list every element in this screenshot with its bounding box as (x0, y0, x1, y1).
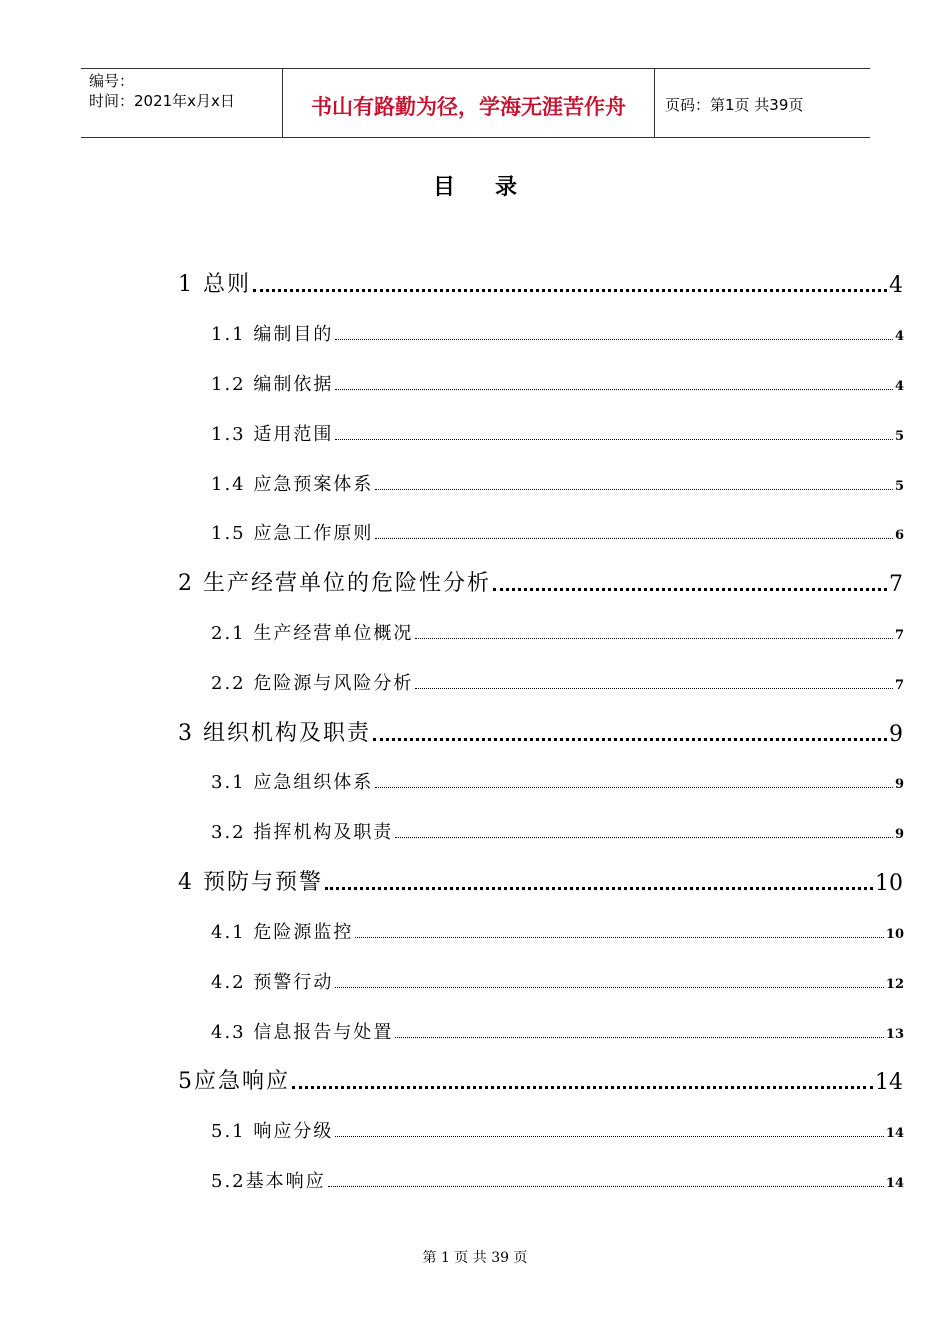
toc-entry-page: 5 (894, 429, 904, 444)
toc-leader-dots (335, 987, 884, 988)
toc-entry-page: 7 (889, 572, 903, 597)
toc-leader-dots (328, 1186, 884, 1187)
toc-entry[interactable] (211, 519, 904, 545)
toc-entry-page: 5 (894, 479, 904, 494)
toc-entry-label: 1.1 编制目的 (211, 324, 334, 345)
toc-leader-dots (375, 538, 893, 539)
toc-entry-label: 2.1 生产经营单位概况 (211, 623, 414, 644)
header-mid-cell (283, 69, 655, 137)
toc-entry[interactable] (211, 818, 904, 844)
header-right-cell (655, 69, 870, 137)
toc-entry-label: 3.1 应急组织体系 (211, 772, 374, 793)
toc-entry[interactable] (178, 268, 903, 298)
toc-entry-label: 5应急响应 (178, 1069, 290, 1094)
toc-entry-page: 14 (885, 1176, 904, 1191)
toc-entry-page: 7 (894, 628, 904, 643)
toc-leader-dots (375, 489, 893, 490)
toc-leader-dots (253, 289, 887, 292)
toc-leader-dots (335, 1136, 884, 1137)
toc-entry-page: 10 (885, 927, 904, 942)
toc-entry[interactable] (211, 1018, 904, 1044)
toc-entry[interactable] (211, 968, 904, 994)
toc-leader-dots (395, 1037, 884, 1038)
header-left-cell (81, 69, 283, 137)
toc-entry[interactable] (211, 470, 904, 496)
toc-leader-dots (335, 339, 893, 340)
toc-leader-dots (373, 738, 887, 741)
toc-leader-dots (292, 1086, 873, 1089)
toc-entry-label: 2 生产经营单位的危险性分析 (178, 571, 491, 596)
toc-leader-dots (375, 787, 893, 788)
document-date: 时间：2021年x月x日 (89, 92, 235, 110)
toc-entry-label: 1.3 适用范围 (211, 424, 334, 445)
toc-entry-page: 12 (885, 977, 904, 992)
toc-entry[interactable] (211, 420, 904, 446)
toc-entry-page: 9 (894, 827, 904, 842)
toc-entry-label: 5.1 响应分级 (211, 1121, 334, 1142)
toc-entry-page: 10 (875, 871, 903, 896)
toc-entry-label: 5.2基本响应 (211, 1171, 326, 1192)
toc-entry-label: 1.2 编制依据 (211, 374, 334, 395)
toc-entry-label: 1.5 应急工作原则 (211, 523, 374, 544)
toc-leader-dots (355, 937, 884, 938)
toc-leader-dots (325, 887, 873, 890)
toc-entry-label: 4.3 信息报告与处置 (211, 1022, 394, 1043)
toc-entry-page: 9 (889, 722, 903, 747)
toc-leader-dots (395, 837, 893, 838)
toc-entry-label: 1 总则 (178, 272, 251, 297)
toc-entry[interactable] (211, 320, 904, 346)
page-header (81, 68, 870, 138)
toc-entry-page: 14 (875, 1070, 903, 1095)
toc-entry[interactable] (211, 1167, 904, 1193)
toc-leader-dots (493, 588, 887, 591)
toc-entry[interactable] (178, 717, 903, 747)
toc-leader-dots (335, 389, 893, 390)
toc-entry[interactable] (178, 1065, 903, 1095)
toc-entry-label: 4.1 危险源监控 (211, 922, 354, 943)
page-footer: 第 1 页 共 39 页 (422, 1250, 528, 1266)
toc-leader-dots (335, 439, 893, 440)
toc-entry-label: 3 组织机构及职责 (178, 721, 371, 746)
toc-entry[interactable] (178, 567, 903, 597)
toc-entry-page: 4 (894, 379, 904, 394)
toc-entry-page: 6 (894, 528, 904, 543)
header-page-code: 页码：第1页 共39页 (665, 96, 804, 114)
toc-entry[interactable] (211, 1117, 904, 1143)
toc-leader-dots (415, 638, 893, 639)
toc-entry-page: 4 (894, 329, 904, 344)
toc-entry-page: 9 (894, 777, 904, 792)
toc-entry[interactable] (211, 370, 904, 396)
toc-entry-page: 7 (894, 678, 904, 693)
header-motto: 书山有路勤为径，学海无涯苦作舟 (311, 95, 626, 119)
toc-entry-label: 2.2 危险源与风险分析 (211, 673, 414, 694)
toc-entry[interactable] (211, 669, 904, 695)
toc-entry[interactable] (211, 768, 904, 794)
toc-entry-label: 3.2 指挥机构及职责 (211, 822, 394, 843)
toc-entry-label: 1.4 应急预案体系 (211, 474, 374, 495)
toc-leader-dots (415, 688, 893, 689)
toc-entry-label: 4 预防与预警 (178, 870, 323, 895)
toc-entry[interactable] (211, 918, 904, 944)
toc-entry-page: 14 (885, 1126, 904, 1141)
toc-entry[interactable] (178, 866, 903, 896)
toc-entry-page: 4 (889, 273, 903, 298)
document-number-label: 编号： (89, 72, 135, 90)
toc-entry-label: 4.2 预警行动 (211, 972, 334, 993)
page-title: 目录 (432, 174, 557, 200)
toc-entry-page: 13 (885, 1027, 904, 1042)
toc-entry[interactable] (211, 619, 904, 645)
